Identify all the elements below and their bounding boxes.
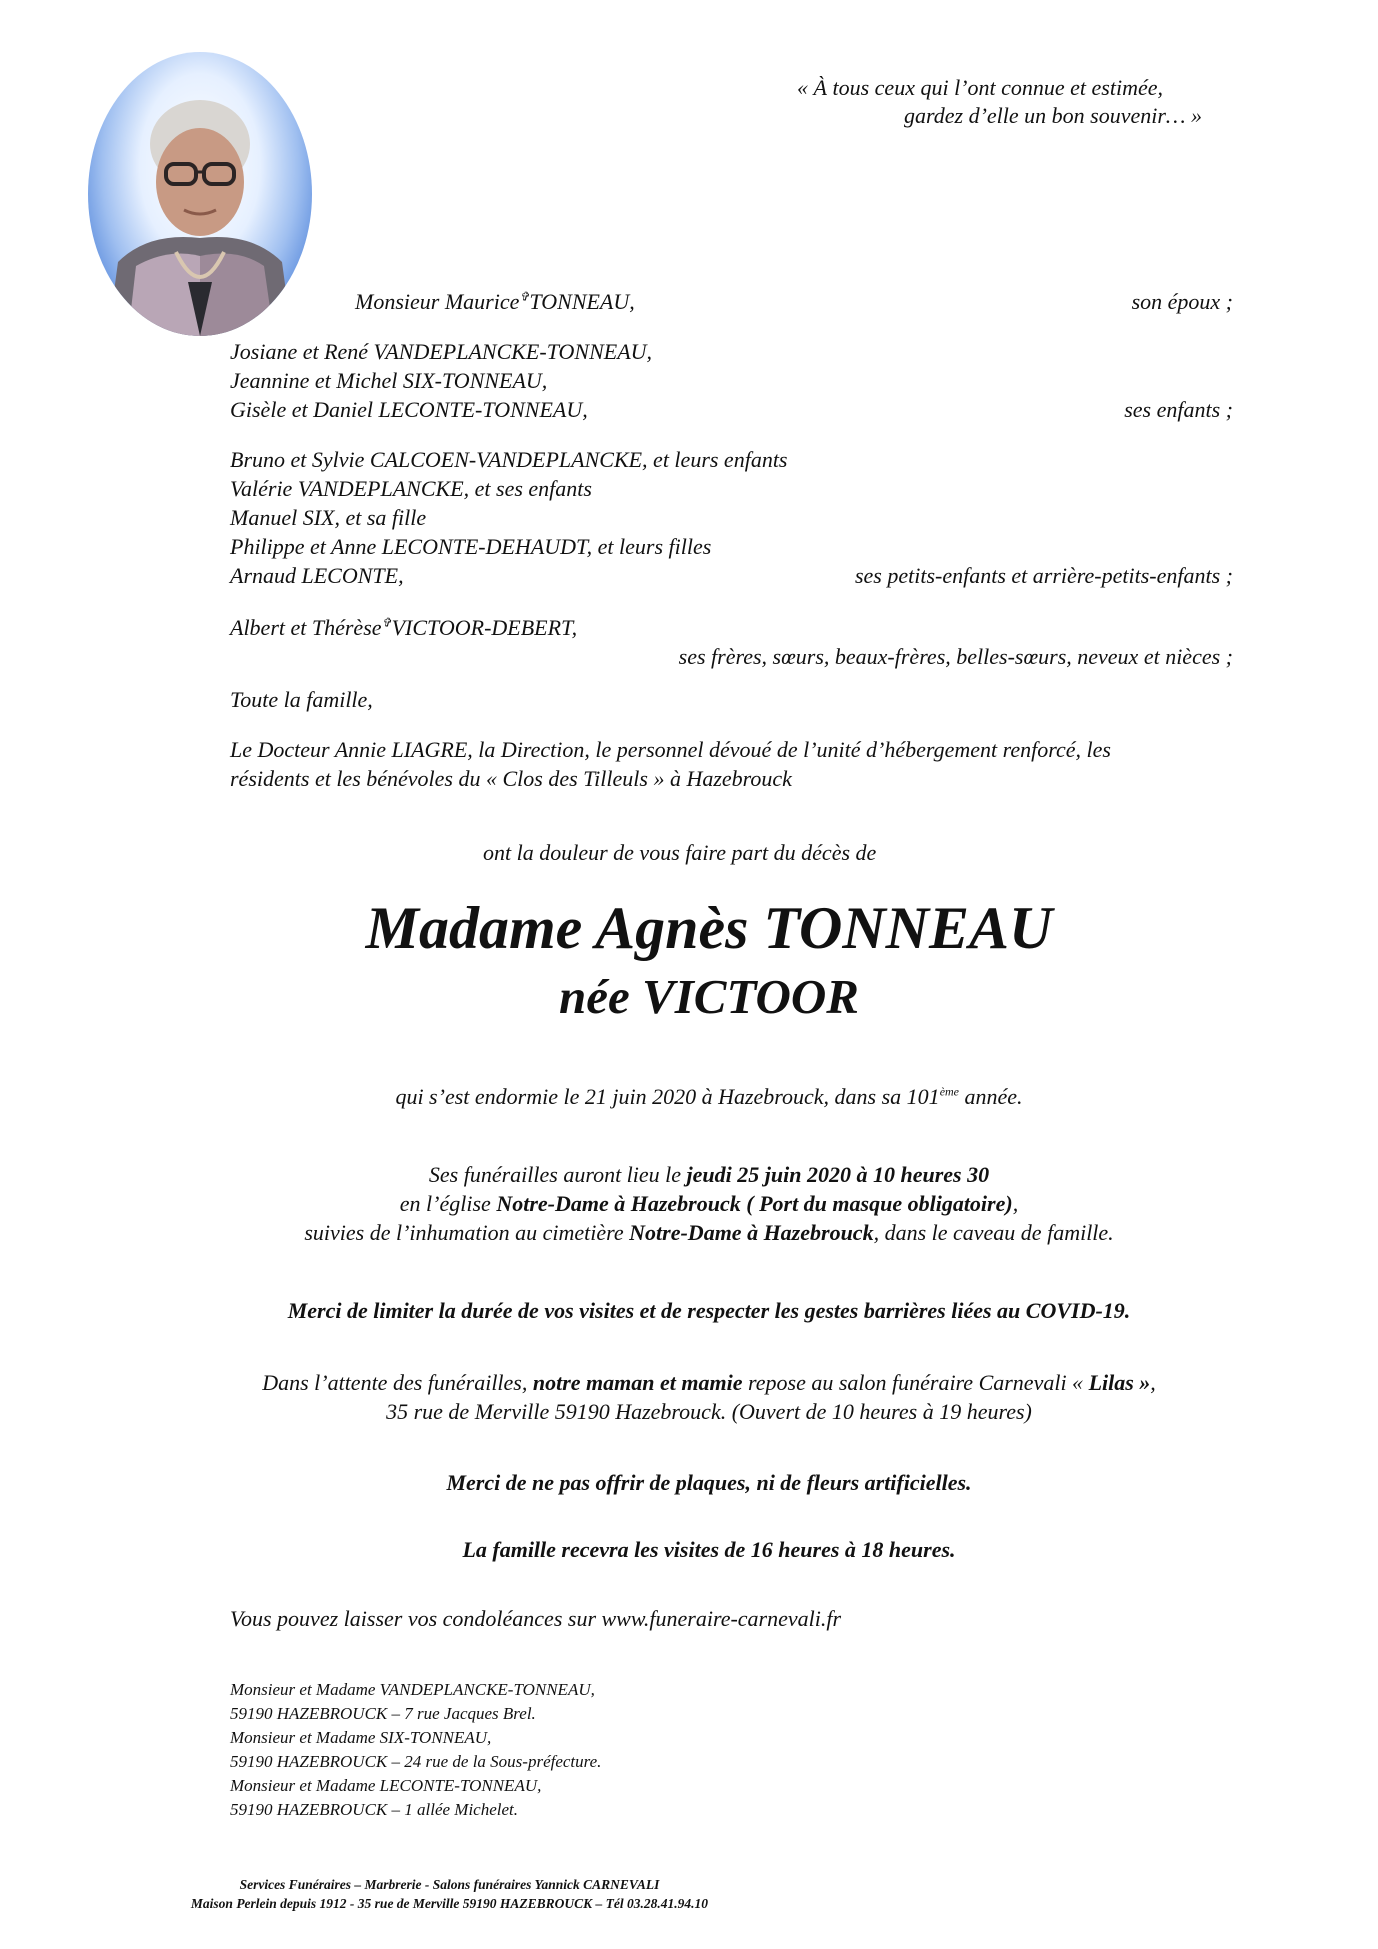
- salon-room: Lilas »: [1088, 1370, 1151, 1395]
- footer-line-1: Services Funéraires – Marbrerie - Salons funéraires Yannick CARNEVALI: [239, 1877, 660, 1892]
- deceased-name: Madame Agnès TONNEAU: [365, 895, 1053, 961]
- announcement: ont la douleur de vous faire part du décès de: [483, 840, 877, 865]
- grandchildren-line: Philippe et Anne LECONTE-DEHAUDT, et leurs filles: [230, 534, 712, 559]
- children-role: ses enfants ;: [1124, 397, 1233, 422]
- spouse-role: son époux ;: [1131, 289, 1233, 314]
- funeral-cemetery: Notre-Dame à Hazebrouck: [629, 1220, 874, 1245]
- grandchildren-line: Valérie VANDEPLANCKE, et ses enfants: [230, 476, 592, 501]
- portrait-photo: [88, 52, 312, 336]
- footer-line-2: Maison Perlein depuis 1912 - 35 rue de Merville 59190 HAZEBROUCK – Tél 03.28.41.94.10: [190, 1896, 709, 1911]
- funeral-line-2: [0, 1189, 1378, 1218]
- siblings-post: VICTOOR-DEBERT,: [391, 615, 578, 640]
- funeral-l3-post: , dans le caveau de famille.: [873, 1220, 1114, 1245]
- siblings-role: ses frères, sœurs, beaux-frères, belles-sœurs, neveux et nièces ;: [678, 644, 1233, 669]
- funeral-church: Notre-Dame à Hazebrouck ( Port du masque obligatoire): [496, 1191, 1013, 1216]
- no-flowers-notice: Merci de ne pas offrir de plaques, ni de fleurs artificielles.: [446, 1470, 972, 1495]
- children-line: Gisèle et Daniel LECONTE-TONNEAU,: [230, 397, 588, 422]
- deceased-maiden-name: née VICTOOR: [559, 969, 859, 1024]
- covid-notice: Merci de limiter la durée de vos visites et de respecter les gestes barrières liées au COVID-19.: [287, 1298, 1131, 1323]
- address-line: Monsieur et Madame LECONTE-TONNEAU,: [230, 1776, 542, 1795]
- death-sup: ème: [939, 1084, 960, 1099]
- visits-notice: La famille recevra les visites de 16 heures à 18 heures.: [462, 1537, 956, 1562]
- grandchildren-line: Bruno et Sylvie CALCOEN-VANDEPLANCKE, et leurs enfants: [230, 447, 788, 472]
- grandchildren-line: Arnaud LECONTE,: [230, 563, 404, 588]
- quote-line-2: gardez d’elle un bon souvenir… »: [904, 103, 1202, 128]
- grandchildren-role: ses petits-enfants et arrière-petits-enfants ;: [854, 563, 1233, 588]
- children-line: Jeannine et Michel SIX-TONNEAU,: [230, 368, 548, 393]
- funeral-l1-pre: Ses funérailles auront lieu le: [428, 1162, 687, 1187]
- funeral-line-3: [0, 1218, 1378, 1247]
- siblings-name: [230, 613, 577, 642]
- portrait-illustration: [88, 52, 312, 336]
- address-line: 59190 HAZEBROUCK – 7 rue Jacques Brel.: [230, 1704, 536, 1723]
- salon-l1-post: ,: [1150, 1370, 1156, 1395]
- death-pre: qui s’est endormie le 21 juin 2020 à Hazebrouck, dans sa 101: [395, 1084, 940, 1109]
- care-line-2: résidents et les bénévoles du « Clos des Tilleuls » à Hazebrouck: [230, 766, 792, 791]
- all-family: Toute la famille,: [230, 687, 373, 712]
- spouse-pre: Monsieur Maurice: [355, 289, 520, 314]
- death-line: [0, 1082, 1378, 1111]
- children-line: Josiane et René VANDEPLANCKE-TONNEAU,: [230, 339, 653, 364]
- quote-line-1: « À tous ceux qui l’ont connue et estimée,: [797, 75, 1163, 100]
- salon-l1-mid: repose au salon funéraire Carnevali «: [742, 1370, 1089, 1395]
- grandchildren-line: Manuel SIX, et sa fille: [230, 505, 427, 530]
- address-line: Monsieur et Madame VANDEPLANCKE-TONNEAU,: [230, 1680, 595, 1699]
- death-post: année.: [959, 1084, 1023, 1109]
- salon-family-ref: notre maman et mamie: [532, 1370, 743, 1395]
- address-line: Monsieur et Madame SIX-TONNEAU,: [230, 1728, 492, 1747]
- salon-line-1: [0, 1368, 1378, 1397]
- address-line: 59190 HAZEBROUCK – 24 rue de la Sous-préfecture.: [230, 1752, 602, 1771]
- care-line-1: Le Docteur Annie LIAGRE, la Direction, le personnel dévoué de l’unité d’hébergement renforcé, les: [230, 737, 1111, 762]
- address-line: 59190 HAZEBROUCK – 1 allée Michelet.: [230, 1800, 519, 1819]
- funeral-l2-pre: en l’église: [399, 1191, 497, 1216]
- salon-l1-pre: Dans l’attente des funérailles,: [262, 1370, 533, 1395]
- salon-line-2: 35 rue de Merville 59190 Hazebrouck. (Ouvert de 10 heures à 19 heures): [386, 1399, 1032, 1424]
- condolences-line: Vous pouvez laisser vos condoléances sur www.funeraire-carnevali.fr: [230, 1606, 842, 1631]
- funeral-date: jeudi 25 juin 2020 à 10 heures 30: [686, 1162, 990, 1187]
- spouse-name: [355, 287, 635, 316]
- cross-icon: ✞: [381, 615, 392, 630]
- spouse-post: TONNEAU,: [529, 289, 635, 314]
- cross-icon: ✞: [519, 289, 530, 304]
- siblings-pre: Albert et Thérèse: [230, 615, 382, 640]
- funeral-l2-post: ,: [1012, 1191, 1019, 1216]
- funeral-l3-pre: suivies de l’inhumation au cimetière: [304, 1220, 630, 1245]
- funeral-line-1: [0, 1160, 1378, 1189]
